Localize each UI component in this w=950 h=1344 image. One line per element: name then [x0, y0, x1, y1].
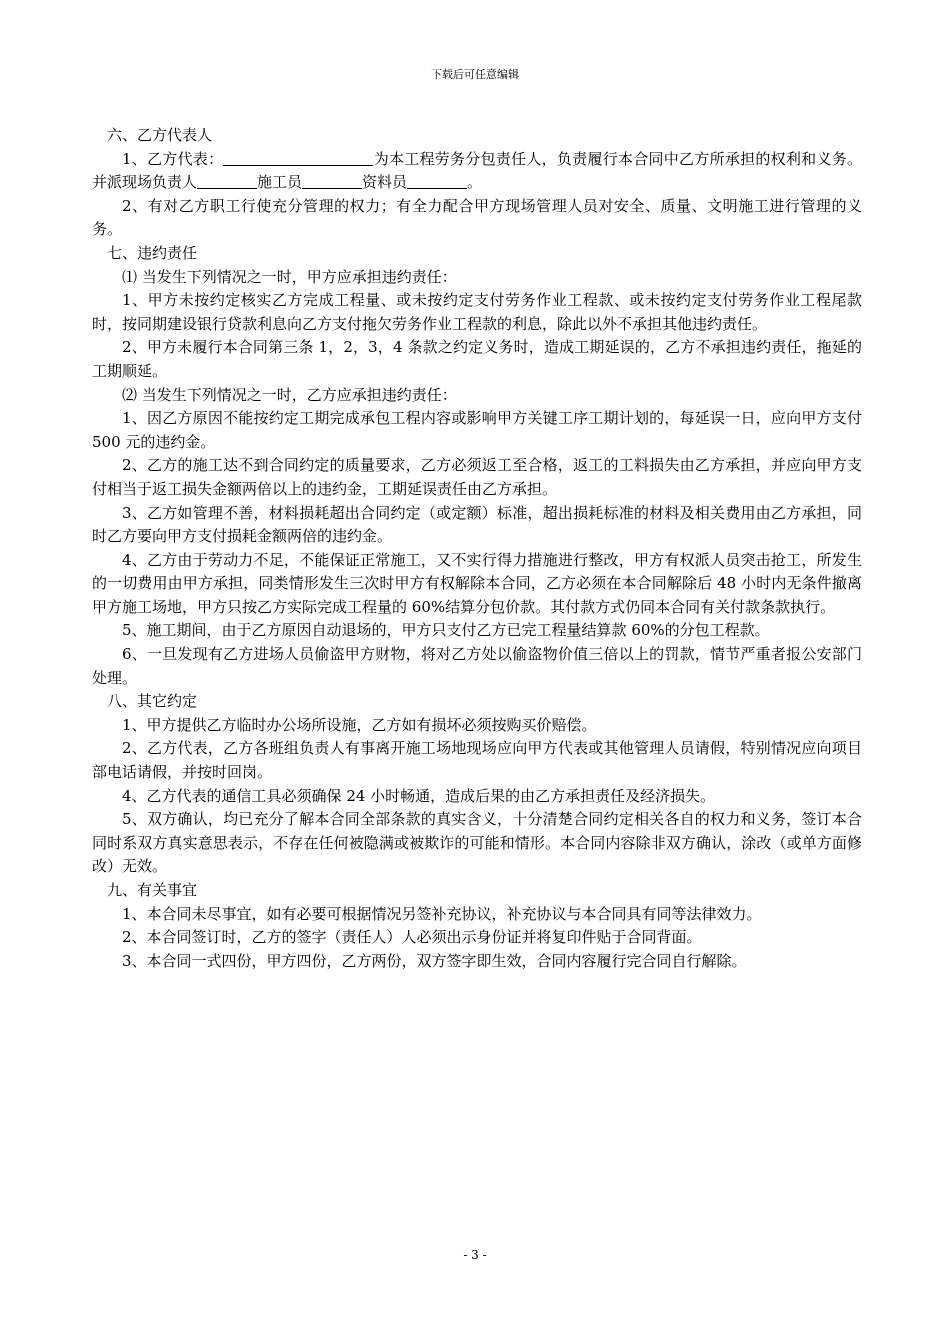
blank-line-document-clerk [407, 172, 467, 189]
section-heading-related-matters: 九、有关事宜 [107, 881, 198, 899]
paragraph-representative-2: 2、有对乙方职工行使充分管理的权力；有全力配合甲方现场管理人员对安全、质量、文明施工进行管理的义务。 [92, 196, 862, 239]
paragraph-other-1: 1、甲方提供乙方临时办公场所设施，乙方如有损坏必须按购买价赔偿。 [122, 715, 597, 734]
section-heading-other-agreements: 八、其它约定 [107, 692, 198, 711]
subheading-party-a-liability: ⑴ 当发生下列情况之一时，甲方应承担违约责任： [122, 267, 457, 286]
blank-line-representative [223, 149, 373, 166]
paragraph-party-b-3: 3、乙方如管理不善，材料损耗超出合同约定（或定额）标准，超出损耗标准的材料及相关费用由乙方承担，同时乙方要向甲方支付损耗金额两倍的违约金。 [92, 503, 862, 546]
contract-body [92, 124, 862, 973]
paragraph-party-b-5: 5、施工期间，由于乙方原因自动退场的，甲方只支付乙方已完工程量结算款 60%的分包工程款。 [122, 621, 770, 640]
page-number: - 3 - [463, 1248, 487, 1262]
paragraph-party-a-1: 1、甲方未按约定核实乙方完成工程量、或未按约定支付劳务作业工程款、或未按约定支付劳务作业工程尾款时，按同期建设银行贷款利息向乙方支付拖欠劳务作业工程款的利息，除此以外不承担其他违约责任。 [92, 291, 862, 333]
blank-line-constructor [302, 172, 362, 189]
paragraph-related-2: 2、本合同签订时，乙方的签字（责任人）人必须出示身份证并将复印件贴于合同背面。 [122, 928, 702, 947]
paragraph-party-b-4: 4、乙方由于劳动力不足，不能保证正常施工，又不实行得力措施进行整改，甲方有权派人员突击抢工，所发生的一切费用由甲方承担，同类情形发生三次时甲方有权解除本合同，乙方必须在本合同解除后 48 小时内无条件撤离甲方施工场地，甲方只按乙方实际完成工程量的 60%结算分包价款。其付款方式仍同本合同有关付款条款执行。 [92, 550, 862, 616]
paragraph-party-a-2: 2、甲方未履行本合同第三条 1，2，3，4 条款之约定义务时，造成工期延误的，乙方不承担违约责任，拖延的工期顺延。 [92, 338, 862, 380]
text-segment: 1、乙方代表： [122, 149, 224, 168]
paragraph-party-b-6: 6、一旦发现有乙方进场人员偷盗甲方财物，将对乙方处以偷盗物价值三倍以上的罚款，情节严重者报公安部门处理。 [92, 645, 862, 687]
text-segment: 为本工程劳务分包责任人，负责履行本合同中乙方所承担的权利和义务。并派现场负责人 [92, 149, 862, 192]
paragraph-other-2: 2、乙方代表，乙方各班组负责人有事离开施工场地现场应向甲方代表或其他管理人员请假，特别情况应向项目部电话请假，并按时回岗。 [92, 739, 862, 782]
paragraph-related-3: 3、本合同一式四份，甲方四份，乙方两份，双方签字即生效，合同内容履行完合同自行解除。 [122, 951, 747, 970]
text-segment: 。 [467, 173, 483, 192]
text-segment: 资料员 [362, 173, 408, 192]
section-heading-representative: 六、乙方代表人 [107, 126, 213, 144]
blank-line-site-manager [197, 172, 257, 189]
paragraph-party-b-1: 1、因乙方原因不能按约定工期完成承包工程内容或影响甲方关键工序工期计划的，每延误一日，应向甲方支付 500 元的违约金。 [92, 409, 862, 451]
paragraph-other-4: 4、乙方代表的通信工具必须确保 24 小时畅通，造成后果的由乙方承担责任及经济损失。 [122, 786, 716, 805]
text-segment: 施工员 [257, 173, 303, 192]
paragraph-related-1: 1、本合同未尽事宜，如有必要可根据情况另签补充协议，补充协议与本合同具有同等法律效力。 [122, 904, 762, 923]
subheading-party-b-liability: ⑵ 当发生下列情况之一时，乙方应承担违约责任： [122, 385, 457, 404]
page-header-note: 下载后可任意编辑 [431, 68, 519, 81]
section-heading-liability: 七、违约责任 [107, 243, 198, 262]
paragraph-representative-1 [92, 148, 862, 195]
paragraph-party-b-2: 2、乙方的施工达不到合同约定的质量要求，乙方必须返工至合格，返工的工料损失由乙方承担，并应向甲方支付相当于返工损失金额两倍以上的违约金，工期延误责任由乙方承担。 [92, 456, 862, 498]
paragraph-other-5: 5、双方确认，均已充分了解本合同全部条款的真实含义，十分清楚合同约定相关各自的权力和义务，签订本合同时系双方真实意思表示，不存在任何被隐满或被欺诈的可能和情形。本合同内容除非双方确认，涂改（或单方面修改）无效。 [92, 810, 862, 876]
